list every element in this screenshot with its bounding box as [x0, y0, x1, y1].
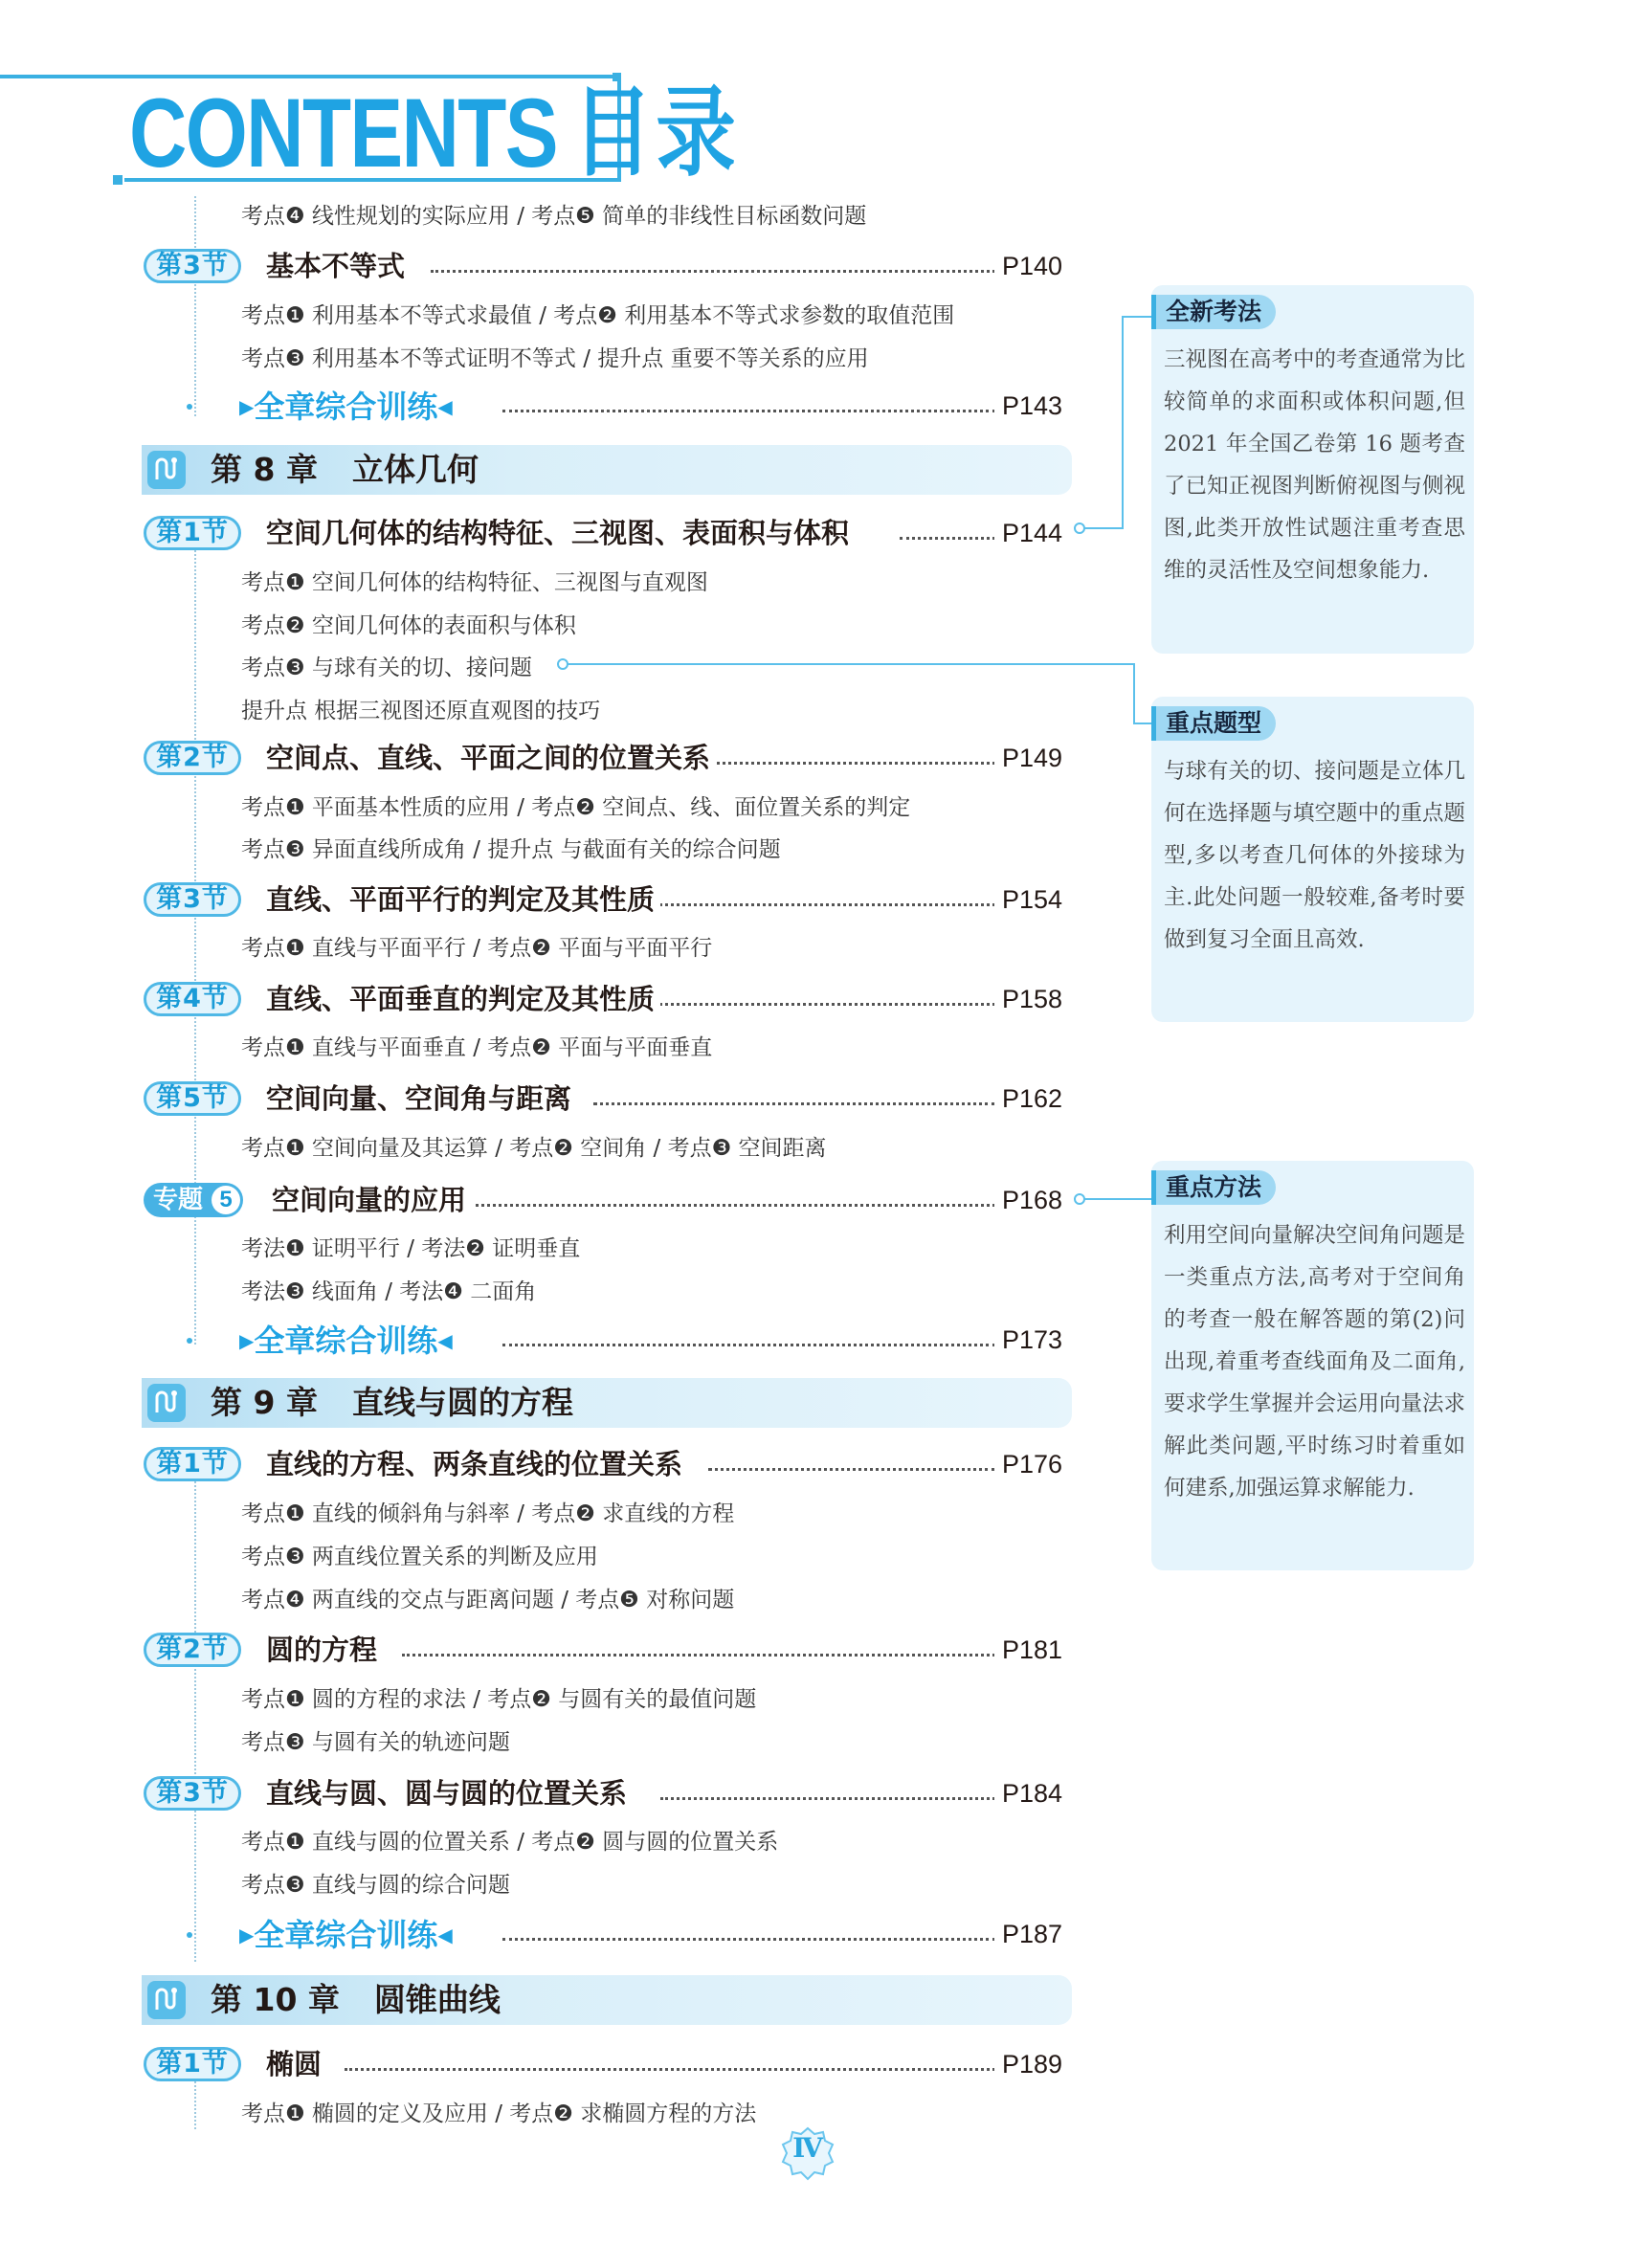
toc-section[interactable]: [144, 880, 1062, 921]
point-line: 考法❶ 证明平行 / 考法❷ 证明垂直: [241, 1236, 581, 1261]
bullet-dot: [187, 1338, 192, 1344]
chapter-header[interactable]: [142, 1378, 1072, 1428]
section-badge: 第3节: [144, 249, 241, 283]
page-ref: P189: [994, 2045, 1062, 2083]
toc-section[interactable]: [144, 980, 1062, 1020]
chapter-label: 第 8 章: [211, 451, 318, 488]
chapter-name: 立体几何: [351, 451, 479, 488]
leader-dots: [502, 1344, 995, 1346]
point-line: 考点❷ 空间几何体的表面积与体积: [241, 613, 576, 638]
point-line: 考点❸ 直线与圆的综合问题: [241, 1873, 510, 1898]
leader-dots: [469, 1204, 995, 1207]
section-badge: 第1节: [144, 1447, 241, 1481]
section-title: 直线、平面平行的判定及其性质: [266, 880, 660, 919]
toc-topic[interactable]: [144, 1181, 1062, 1221]
toc-guide-line: [194, 196, 196, 416]
toc-guide-line: [194, 545, 196, 1345]
chapter-name: 直线与圆的方程: [351, 1384, 573, 1421]
note-tag: 重点题型: [1151, 706, 1276, 741]
title-en: CONTENTS: [129, 78, 557, 188]
topic-badge: [144, 1183, 243, 1217]
chapter-review[interactable]: [187, 1915, 1062, 1955]
connector-line: [564, 663, 1134, 665]
sidebar-note: [1151, 697, 1474, 1022]
point-line: 考点❸ 利用基本不等式证明不等式 / 提升点 重要不等关系的应用: [241, 346, 869, 371]
chapter-review[interactable]: [187, 1321, 1062, 1361]
point-line: 考法❸ 线面角 / 考法❹ 二面角: [241, 1279, 537, 1304]
point-line: 考点❸ 与圆有关的轨迹问题: [241, 1730, 510, 1755]
chapter-title: [211, 1378, 573, 1428]
point-line: 考点❶ 空间几何体的结构特征、三视图与直观图: [241, 570, 708, 595]
section-badge: 第4节: [144, 982, 241, 1016]
leader-dots: [641, 1003, 995, 1006]
toc-guide-line: [194, 1455, 196, 1962]
note-text: 三视图在高考中的考查通常为比较简单的求面积或体积问题,但 2021 年全国乙卷第 16 题考查了已知正视图判断俯视图与侧视图,此类开放性试题注重考查思维的灵活性及空间想象能力.: [1164, 347, 1466, 583]
leader-dots: [900, 537, 995, 540]
section-title: 椭圆: [266, 2045, 327, 2083]
section-badge: 第5节: [144, 1081, 241, 1116]
connector-line: [1122, 316, 1124, 529]
chapter-title: [211, 1975, 501, 2025]
section-title: 基本不等式: [266, 247, 411, 285]
note-tag: 重点方法: [1151, 1170, 1276, 1205]
page-number-text: Ⅳ: [792, 2132, 823, 2164]
triangle-right-icon: ▶: [239, 1329, 255, 1352]
section-badge: 第2节: [144, 1633, 241, 1667]
section-title: 直线、平面垂直的判定及其性质: [266, 980, 660, 1018]
point-line: 考点❸ 与球有关的切、接问题: [241, 656, 532, 680]
note-text: 利用空间向量解决空间角问题是一类重点方法,高考对于空间角的考查一般在解答题的第(2)问出现,着重考查线面角及二面角,要求学生掌握并会运用向量法求解此类问题,平时练习时着重如何建系,加强运算求解能力.: [1164, 1223, 1466, 1501]
triangle-left-icon: ◀: [437, 1329, 453, 1352]
page-ref: P162: [994, 1079, 1062, 1118]
chapter-name: 圆锥曲线: [373, 1981, 501, 2018]
title-cn: 目录: [572, 77, 740, 190]
chapter-title: [211, 445, 479, 495]
sidebar-note: [1151, 285, 1474, 654]
toc-section[interactable]: [144, 247, 1062, 287]
connector-line: [1080, 527, 1123, 529]
review-label: 全章综合训练: [254, 1917, 438, 1953]
leader-dots: [660, 1797, 995, 1800]
chapter-header[interactable]: [142, 445, 1072, 495]
triangle-left-icon: ◀: [437, 1923, 453, 1946]
point-line: 考点❶ 利用基本不等式求最值 / 考点❷ 利用基本不等式求参数的取值范围: [241, 303, 955, 328]
leader-dots: [345, 2068, 995, 2071]
page-ref: P158: [994, 980, 1062, 1018]
connector-line: [1133, 663, 1135, 724]
section-title: 空间几何体的结构特征、三视图、表面积与体积: [266, 514, 855, 552]
leader-dots: [593, 1102, 995, 1105]
section-title: 空间向量、空间角与距离: [266, 1079, 577, 1118]
chapter-icon: [147, 1981, 186, 2019]
topic-number: 5: [212, 1186, 240, 1214]
chapter-review[interactable]: [187, 387, 1062, 427]
toc-section[interactable]: [144, 2045, 1062, 2085]
review-label: 全章综合训练: [254, 389, 438, 425]
point-line: 考点❶ 空间向量及其运算 / 考点❷ 空间角 / 考点❸ 空间距离: [241, 1136, 827, 1161]
page-ref: P154: [994, 880, 1062, 919]
point-line: 考点❸ 异面直线所成角 / 提升点 与截面有关的综合问题: [241, 837, 781, 862]
sidebar-note: [1151, 1161, 1474, 1570]
point-line: 考点❸ 两直线位置关系的判断及应用: [241, 1545, 598, 1569]
page-ref: P187: [994, 1915, 1062, 1953]
point-line: 考点❹ 线性规划的实际应用 / 考点❺ 简单的非线性目标函数问题: [241, 204, 867, 229]
connector-dot: [1074, 523, 1085, 534]
chapter-header[interactable]: [142, 1975, 1072, 2025]
note-text: 与球有关的切、接问题是立体几何在选择题与填空题中的重点题型,多以考查几何体的外接球为主.此处问题一般较难,备考时要做到复习全面且高效.: [1164, 759, 1466, 952]
bullet-dot: [187, 1932, 192, 1938]
point-line: 考点❹ 两直线的交点与距离问题 / 考点❺ 对称问题: [241, 1588, 735, 1612]
connector-dot: [557, 658, 568, 670]
leader-dots: [641, 903, 995, 906]
header-square: [113, 175, 123, 185]
leader-dots: [708, 1468, 995, 1471]
section-title: 圆的方程: [266, 1631, 383, 1669]
triangle-right-icon: ▶: [239, 1923, 255, 1946]
toc-section[interactable]: [144, 1079, 1062, 1120]
connector-line: [1133, 723, 1151, 724]
point-line: 考点❶ 平面基本性质的应用 / 考点❷ 空间点、线、面位置关系的判定: [241, 795, 911, 820]
point-line: 考点❶ 直线与圆的位置关系 / 考点❷ 圆与圆的位置关系: [241, 1830, 779, 1855]
section-title: 直线与圆、圆与圆的位置关系: [266, 1774, 633, 1812]
leader-dots: [502, 410, 995, 412]
leader-dots: [502, 1938, 995, 1941]
point-line: 提升点 根据三视图还原直观图的技巧: [241, 699, 601, 723]
leader-dots: [402, 1654, 995, 1657]
toc-section[interactable]: [144, 739, 1062, 779]
toc-section[interactable]: [144, 1631, 1062, 1671]
review-title: [239, 1915, 458, 1955]
section-badge: 第1节: [144, 516, 241, 550]
page-ref: P184: [994, 1774, 1062, 1812]
toc-section[interactable]: [144, 1774, 1062, 1814]
connector-line: [1122, 316, 1151, 318]
section-badge: 第1节: [144, 2047, 241, 2081]
chapter-label: 第 9 章: [211, 1384, 318, 1421]
chapter-label: 第 10 章: [211, 1981, 340, 2018]
triangle-left-icon: ◀: [437, 395, 453, 418]
point-line: 考点❶ 直线的倾斜角与斜率 / 考点❷ 求直线的方程: [241, 1501, 735, 1526]
page-ref: P149: [994, 739, 1062, 777]
point-line: 考点❶ 圆的方程的求法 / 考点❷ 与圆有关的最值问题: [241, 1687, 757, 1712]
section-badge: 第3节: [144, 882, 241, 917]
page-ref: P168: [994, 1181, 1062, 1219]
section-badge: 第3节: [144, 1776, 241, 1811]
point-line: 考点❶ 椭圆的定义及应用 / 考点❷ 求椭圆方程的方法: [241, 2101, 757, 2126]
page-ref: P140: [994, 247, 1062, 285]
review-label: 全章综合训练: [254, 1323, 438, 1359]
bullet-dot: [187, 404, 192, 410]
page-ref: P173: [994, 1321, 1062, 1359]
leader-dots: [431, 270, 995, 273]
section-title: 空间向量的应用: [272, 1181, 472, 1219]
chapter-icon: [147, 451, 186, 489]
chapter-icon: [147, 1384, 186, 1422]
toc-section[interactable]: [144, 1445, 1062, 1485]
page-ref: P176: [994, 1445, 1062, 1483]
section-title: 空间点、直线、平面之间的位置关系: [266, 739, 716, 777]
connector-dot: [1074, 1193, 1085, 1205]
page-ref: P144: [994, 514, 1062, 552]
page-number: [778, 2124, 837, 2184]
review-title: [239, 387, 458, 427]
topic-badge-label: 专题: [152, 1186, 203, 1214]
section-title: 直线的方程、两条直线的位置关系: [266, 1445, 688, 1483]
page-ref: P143: [994, 387, 1062, 425]
toc-section[interactable]: [144, 514, 1062, 554]
point-line: 考点❶ 直线与平面垂直 / 考点❷ 平面与平面垂直: [241, 1035, 713, 1060]
review-title: [239, 1321, 458, 1361]
page-ref: P181: [994, 1631, 1062, 1669]
section-badge: 第2节: [144, 741, 241, 775]
page-title: [129, 77, 740, 190]
triangle-right-icon: ▶: [239, 395, 255, 418]
point-line: 考点❶ 直线与平面平行 / 考点❷ 平面与平面平行: [241, 936, 713, 961]
connector-line: [1080, 1198, 1151, 1200]
note-tag: 全新考法: [1151, 295, 1276, 329]
